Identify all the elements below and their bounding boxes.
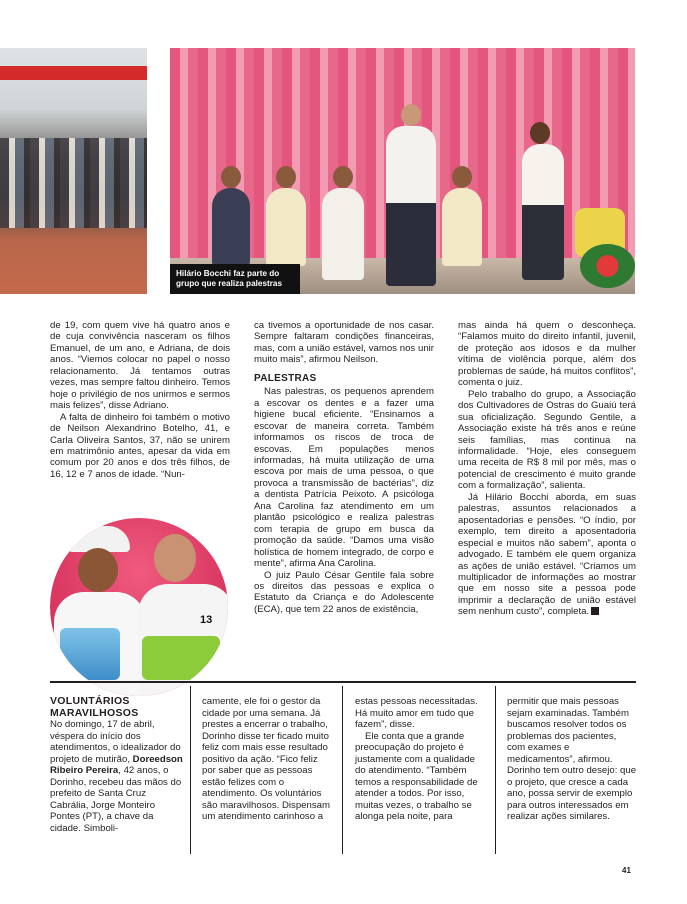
person-head <box>452 166 472 188</box>
face-right <box>154 534 196 582</box>
paragraph: camente, ele foi o gestor da cidade por uma semana. Já prestes a encerrar o trabalho, Dorinho disse ter ficado muito feliz com mais esse resultado positivo da ação. “Fico feliz por saber que as pessoas estão felizes com o atendimento. Os voluntários são maravilhosos. Dispensam um atendimento carinhoso a <box>202 696 330 822</box>
green-print <box>142 636 220 680</box>
paragraph: permitir que mais pessoas sejam examinadas. Também buscamos resolver todos os problemas dos pacientes, com exames e medicamentos”, afirmou. Dorinho tem outro desejo: que o projeto, que cresce a cada ano, possa servir de exemplo para outros interessados em realizar ações similares. <box>507 696 637 822</box>
seated-person <box>266 188 306 266</box>
crowd-photo <box>0 48 147 294</box>
person-head <box>530 122 550 144</box>
speaker-photo <box>170 48 635 294</box>
box-column-1 <box>50 686 185 834</box>
box-column-4 <box>507 686 637 823</box>
person-name: Doreedson Ribeiro Pereira <box>50 753 183 776</box>
speaker-head <box>401 104 421 126</box>
seated-audience <box>0 138 147 228</box>
end-of-article-icon <box>591 607 599 615</box>
box-column-2 <box>202 686 334 823</box>
volunteers-circle-photo <box>50 518 228 696</box>
paragraph <box>50 719 185 834</box>
paragraph: A falta de dinheiro foi também o motivo de Neilson Alexandrino Botelho, 41, e Carla Oliveira Santos, 37, não se unirem em matrimônio antes, apesar da vida em comum por 20 anos e dos três filhos, de 16, 12 e 7 anos de idade. “Nun- <box>50 411 230 480</box>
seated-person <box>212 188 250 266</box>
column-divider <box>495 686 496 854</box>
box-top-rule <box>50 681 636 683</box>
paragraph: O juiz Paulo César Gentile fala sobre os direitos das pessoas e explica o Estatuto da Criança e do Adolescente (ECA), que tem 22 anos de existência, <box>254 569 434 615</box>
page-number: 41 <box>622 866 631 875</box>
photo-caption: Hilário Bocchi faz parte do grupo que realiza palestras <box>170 264 300 294</box>
section-heading-palestras: PALESTRAS <box>254 372 317 384</box>
paragraph: Pelo trabalho do grupo, a Associação dos Cultivadores de Ostras do Guaiú terá sua oficialização. Segundo Gentile, a Associação existe há três anos e reúne seis famílias, mas continua na informalidade. “Hoje, eles conseguem uma receita de R$ 8 mil por mês, mas o potencial de crescimento é muito grande com a formalização”, salienta. <box>458 388 636 492</box>
person-head <box>221 166 241 188</box>
face-left <box>78 548 118 592</box>
paragraph: Ele conta que a grande preocupação do projeto é justamente com a qualidade do atendimento. “Também temos a responsabilidade de atender a todos. Por isso, muitas vezes, o trabalho se alonga pela noite, para <box>355 730 478 822</box>
paragraph: de 19, com quem vive há quatro anos e de cuja convivência nasceram os filhos Emanuel, de um ano, e Adriana, de dois anos. “Viemos colocar no papel o nosso relacionamento. Já tentamos outras vezes, mas sempre faltou dinheiro. Temos hoje o privilégio de nos unirmos e sermos mais felizes”, disse Adriano. <box>50 320 230 412</box>
speaker-hilario <box>386 126 436 286</box>
column-divider <box>342 686 343 854</box>
person-head <box>333 166 353 188</box>
paragraph: ca tivemos a oportunidade de nos casar. Sempre faltaram condições financeiras, mas, com a união estável, vamos nos unir muito mais”, afirmou Neilson. <box>254 320 434 366</box>
shirt-logo <box>60 628 120 680</box>
paragraph: mas ainda há quem o desconheça. “Falamos muito do direito infantil, juvenil, de proteção aos idosos e da mulher vítima de violência porque, além dos problemas de saúde, há muitos conflitos”, comenta o juiz. <box>458 320 636 389</box>
red-railing <box>0 66 147 80</box>
article-column-2 <box>254 320 434 615</box>
paragraph: Nas palestras, os pequenos aprendem a escovar os dentes e a fazer uma higiene bucal eficiente. “Ensinamos a escovar de maneira correta. Também informamos os riscos de troca de escovas. Em populações menos informadas, há muita utilização de uma escova por mais de uma pessoa, o que provoca a transmissão de bactérias”, diz a dentista Patrícia Peixoto. A psicóloga Ana Carolina faz atendimento em um plantão psicológico e realiza palestras com terapia de grupo em busca da promoção da saúde. “Damos uma visão holística de homem integrado, de corpo e mente”, afirma Ana Carolina. <box>254 386 434 570</box>
column-divider <box>190 686 191 854</box>
article-column-3 <box>458 320 636 618</box>
paragraph: estas pessoas necessitadas. Há muito amor em tudo que fazem”, disse. <box>355 696 478 730</box>
article-column-1 <box>50 320 230 480</box>
text-run: No domingo, 17 de abril, véspera do início dos atendimentos, o idealizador do projeto de mutirão, <box>50 719 181 765</box>
text-run: , 42 anos, o Dorinho, recebeu das mãos do prefeito de Santa Cruz Cabrália, Jorge Monteiro Pontes (PT), a chave da cidade. Simboli- <box>50 765 182 834</box>
seated-person <box>442 188 482 266</box>
box-column-3 <box>355 686 487 823</box>
box-heading: VOLUNTÁRIOS MARAVILHOSOS <box>50 695 139 719</box>
standing-person <box>522 144 564 280</box>
paragraph-text: Já Hilário Bocchi aborda, em suas palestras, assuntos relacionados a aposentadorias e pensões. “O índio, por exemplo, tem direito a aposentadoria especial e muitos não sabem”, aponta o advogado. E também ele quem organiza as ações de união estável. “Criamos um multiplicador de informações ao mostrar que em nosso site a pessoa pode imprimir a declaração de união estável sem nenhum custo”, completa. <box>458 491 636 618</box>
priest <box>322 188 364 280</box>
person-head <box>276 166 296 188</box>
flower-arrangement <box>580 244 635 288</box>
badge-number: 13 <box>200 614 213 626</box>
paragraph <box>458 492 636 618</box>
